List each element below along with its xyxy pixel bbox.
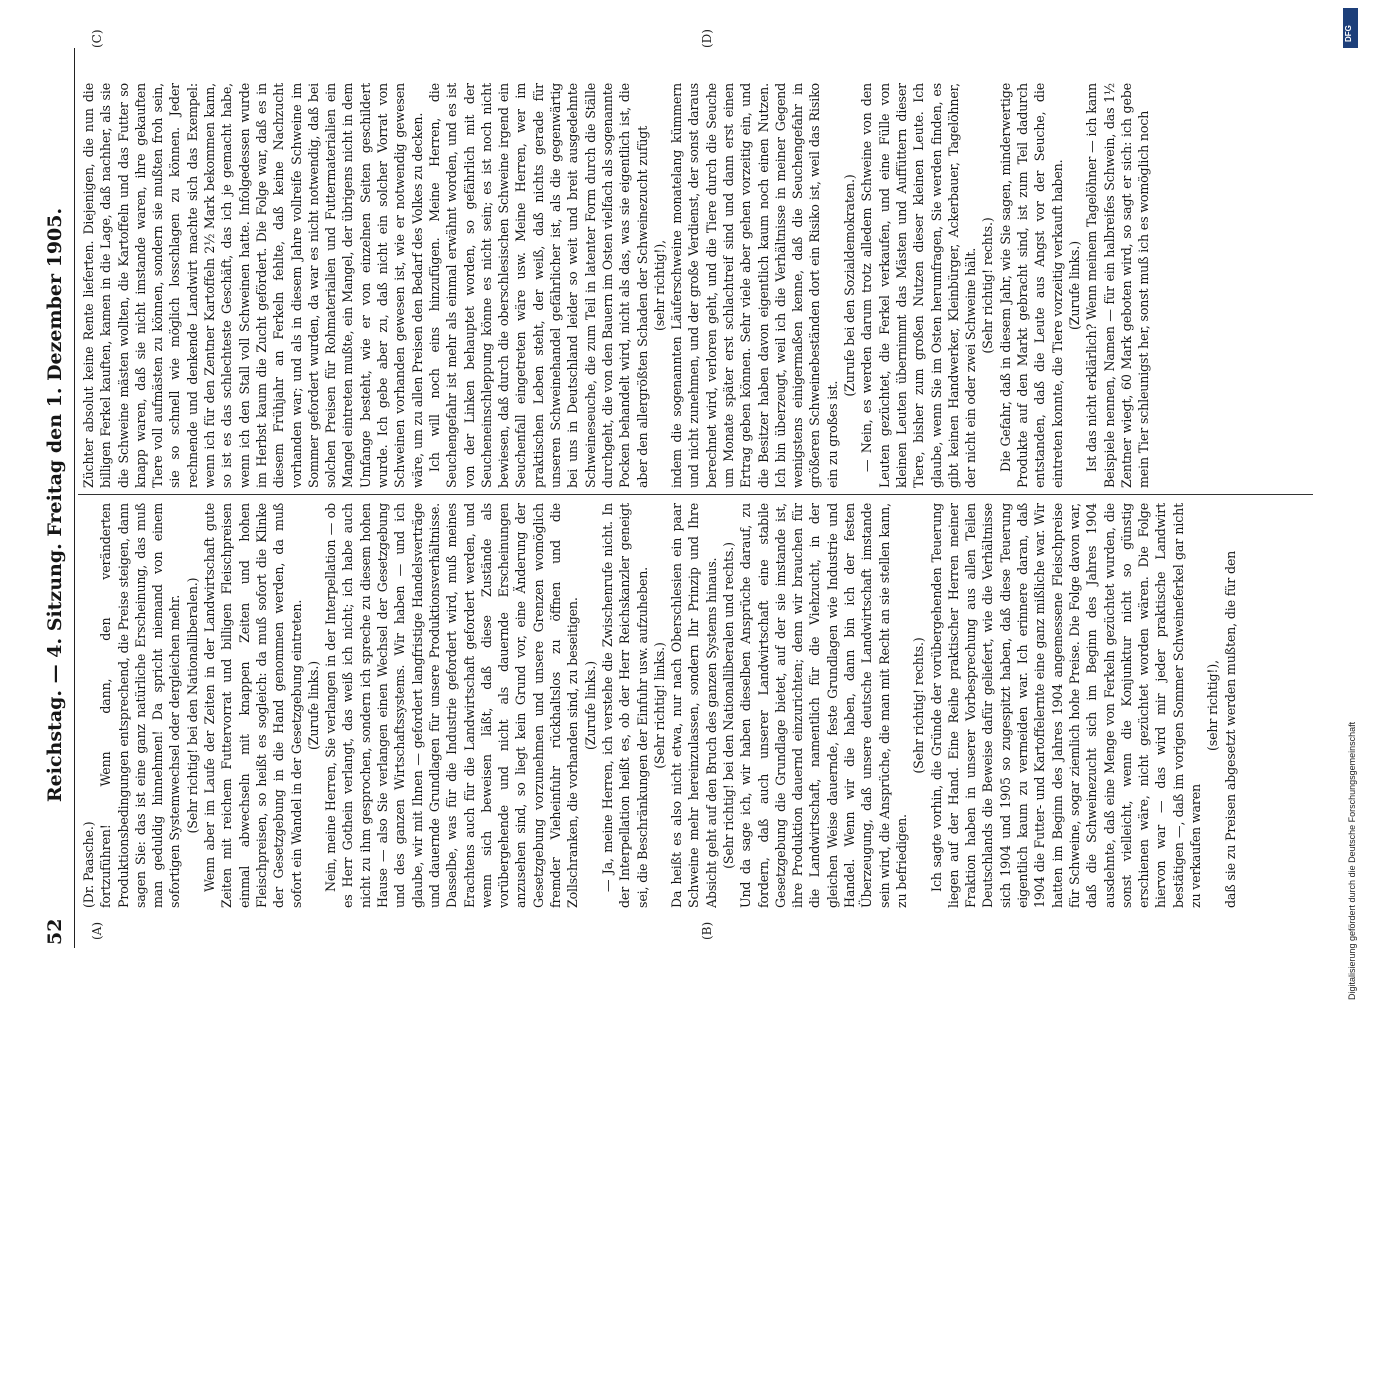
header-rule — [74, 48, 75, 948]
paragraph: fortzuführen! Wenn dann, den veränderten Produktionsbedingungen entsprechend, die Preise steigen, dann sagen Sie: das ist eine ganz natürliche Erscheinung, das muß man geduldig hinnehmen! Da spricht niemand von einem sofortigen Systemwechsel oder dergleichen mehr. — [98, 503, 183, 908]
paragraph: Und da sage ich, wir haben dieselben Ansprüche darauf, zu fordern, daß auch unserer Landwirtschaft eine stabile Gesetzgebung die Grundlage bietet, auf der sie imstande ist, ihre Produktion dauernd einzurichten; denn wir brauchen für die Landwirtschaft, namentlich für die Viehzucht, in der gleichen Weise dauernde, feste Grundlagen wie Industrie und Handel. Wenn wir die haben, dann bin ich der festen Überzeugung, daß unsere deutsche Landwirtschaft imstande sein wird, die Ansprüche, die man mit Recht an sie stellen kann, zu befriedigen. — [738, 503, 909, 908]
paragraph: Züchter absolut keine Rente lieferten. Diejenigen, die nun die billigen Ferkel kauften, kamen in die Lage, daß nachher, als sie die Schweine mästen wollten, die Kartoffeln und das Futter so knapp waren, daß sie nicht imstande waren, ihre gekauften Tiere voll aufmästen zu können, sondern sie mußten froh sein, sie so schnell wie möglich losschlagen zu können. Jeder rechnende und denkende Landwirt machte sich das Exempel: wenn ich für den Zentner Kartoffeln 2½ Mark bekommen kann, so ist es das schlechteste Geschäft, das ich je gemacht habe, wenn ich den Stall voll Schweinen hatte. Infolgedessen wurde im Herbst kaum die Zucht gefördert. Die Folge war, daß es in diesem Frühjahr an Ferkeln fehlte, daß keine Nachzucht vorhanden war; und als in diesem Jahre vollreife Schweine im Sommer gefordert wurden, da war es nicht notwendig, daß bei solchen Preisen für Rohmaterialien und Futtermaterialien ein Mangel eintreten mußte, ein Mangel, der übrigens nicht in dem Umfange besteht, wie er von einzelnen Seiten geschildert wurde. Ich gebe aber zu, daß nicht ein solcher Vorrat von Schweinen vorhanden gewesen ist, wie er notwendig gewesen wäre, um zu allen Preisen den Bedarf des Volkes zu decken. — [81, 83, 425, 488]
interjection: (Sehr richtig! rechts.) — [911, 637, 927, 774]
interjection: (Zurufe links.) — [582, 661, 598, 750]
interjection: (Zurufe bei den Sozialdemokraten.) — [842, 174, 858, 397]
paragraph: Ist das nicht erklärlich? Wenn meinem Tagelöhner — ich kann Beispiele nennen, Namen — für ein halbreifes Schwein, das 1½ Zentner wiegt, 60 Mark geboten wird, so sagt er sich: ich gebe mein Tier schleunigst her, sonst muß ich es womöglich noch — [1084, 83, 1152, 488]
running-title: Reichstag. — 4. Sitzung. Freitag den 1. Dezember 1905. — [44, 207, 66, 803]
right-column — [80, 83, 1310, 488]
interjection: (Zurufe links.) — [1066, 241, 1082, 330]
interjection: (Sehr richtig! links.) — [651, 642, 667, 769]
paragraph: — Ja, meine Herren, ich verstehe die Zwischenrufe nicht. In der Interpellation heißt es, ob der Herr Reichskanzler geneigt sei, die Beschränkungen der Einfuhr usw. aufzuheben. — [599, 503, 650, 908]
interjection: (Zurufe links.) — [305, 661, 321, 750]
paragraph: Da heißt es also nicht etwa, nur nach Oberschlesien ein paar Schweine mehr hereinzulassen, sondern Ihr Prinzip und Ihre Absicht geht auf den Bruch des ganzen Systems hinaus. — [669, 503, 719, 908]
paragraph: Die Gefahr, daß in diesem Jahr, wie Sie sagen, minderwertige Produkte auf den Markt gebracht sind, ist zum Teil dadurch entstanden, daß die Leute aus Angst vor der Seuche, die eintreten konnte, die Tiere vorzeitig verkauft haben. — [997, 83, 1065, 488]
speaker-label: (Dr. Paasche.) — [81, 821, 96, 908]
column-divider — [78, 494, 1313, 495]
paragraph: Nein, meine Herren, Sie verlangen in der Interpellation — ob es Herr Gothein verlangt, das weiß ich nicht; ich habe auch nicht zu ihm gesprochen, sondern ich spreche zu diesem hohen Hause — also Sie verlangen einen Wechsel der Gesetzgebung und des ganzen Wirtschaftssystems. Wir haben — und ich glaube, wir mit Ihnen — gefordert langfristige Handelsverträge und dauernde Grundlagen für unsere Produktionsverhältnisse. Dasselbe, was für die Industrie gefordert wird, muß meines Erachtens auch für die Landwirtschaft gefordert werden, und wenn sich beweisen läßt, daß diese Zustände als vorübergehende und nicht als dauernde Erscheinungen anzusehen sind, so liegt kein Grund vor, eine Änderung der Gesetzgebung vorzunehmen und unsere Grenzen womöglich fremder Vieheinfuhr rückhaltslos zu öffnen und die Zollschranken, die vorhanden sind, zu beseitigen. — [323, 503, 581, 908]
paragraph: Ich will noch eins hinzufügen. Meine Herren, die Seuchengefahr ist mehr als einmal erwähnt worden, und es ist von der Linken behauptet worden, so gefährlich mit der Seucheneinschleppung könne es nicht sein; es ist noch nicht bewiesen, daß durch die oberschlesischen Schweine irgend ein Seuchenfall eingetreten wäre usw. Meine Herren, wer im praktischen Leben steht, der weiß, daß nichts gerade für unseren Schweinehandel gefährlicher ist, als die gegenwärtig bei uns in Deutschland leider so weit und breit ausgedehnte Schweineseuche, die zum Teil in latenter Form durch die Ställe durchgeht, die von den Bauern im Osten vielfach als sogenannte Pocken behandelt wird, nicht als das, was sie eigentlich ist, die aber den allergrößten Schaden der Schweinezucht zufügt — [426, 83, 650, 488]
paragraph: Wenn aber im Laufe der Zeiten in der Landwirtschaft gute Zeiten mit reichem Futtervorrat und billigen Fleischpreisen einmal abwechseln mit knappen Zeiten und hohen Fleischpreisen, so heißt es sogleich: da muß sofort die Klinke der Gesetzgebung in die Hand genommen werden, da muß sofort ein Wandel in der Gesetzgebung eintreten. — [202, 503, 304, 908]
page-header — [42, 65, 74, 945]
digitization-note: Digitalisierung gefördert durch die Deutsche Forschungsgemeinschaft — [1347, 721, 1357, 1000]
margin-marker-d: (D) — [700, 29, 714, 48]
page-number: 52 — [44, 918, 66, 945]
paragraph: daß sie zu Preisen abgesetzt werden mußten, die für den — [1222, 550, 1238, 908]
margin-marker-a: (A) — [90, 921, 104, 940]
paragraph: Ich sagte vorhin, die Gründe der vorübergehenden Teuerung liegen auf der Hand. Eine Reihe praktischer Herren meiner Fraktion haben in unserer Vorbesprechung aus allen Teilen Deutschlands die Beweise dafür geliefert, wie die Verhältnisse sich 1904 und 1905 so zugespitzt haben, daß diese Teuerung eigentlich kaum zu vermeiden war. Ich erinnere daran, daß 1904 die Futter- und Kartoffelernte eine ganz mißliche war. Wir hatten im Beginn des Jahres 1904 angemessene Fleischpreise für Schweine, sogar ziemlich hohe Preise. Die Folge davon war, daß die Schweinezucht sich im Beginn des Jahres 1904 ausdehnte, daß eine Menge von Ferkeln gezüchtet wurden, die sonst vielleicht, wenn die Konjunktur nicht so günstig erschienen wäre, nicht gezüchtet worden wären. Die Folge hiervon war — das wird mir jeder praktische Landwirt bestätigen —, daß im vorigen Sommer Schweineferkel gar nicht zu verkaufen waren — [928, 503, 1203, 908]
interjection: (sehr richtig!), — [1205, 660, 1221, 751]
dfg-logo-text: DFG — [1344, 25, 1353, 42]
interjection: (Sehr richtig! rechts.) — [980, 217, 996, 354]
interjection: (sehr richtig!), — [651, 240, 667, 331]
paragraph: indem die sogenannten Läuferschweine monatelang kümmern und nicht zunehmen, und der große Verdienst, der sonst daraus berechnet wird, verloren geht, und die Tiere durch die Seuche um Monate später erst schlachtreif sind und dann erst einen Ertrag geben können. Sehr viele aber gehen vorzeitig ein, und die Besitzer haben davon eigentlich kaum noch einen Nutzen. Ich bin überzeugt, weil ich die Verhältnisse in meiner Gegend wenigstens einigermaßen kenne, daß die Seuchengefahr in größeren Schweinebeständen dort ein Risiko ist, weil das Risiko ein zu großes ist. — [669, 83, 840, 488]
interjection: (Sehr richtig! bei den Nationalliberalen.) — [184, 577, 200, 834]
margin-marker-b: (B) — [700, 921, 714, 940]
margin-marker-c: (C) — [90, 29, 104, 48]
interjection: (Sehr richtig! bei den Nationalliberalen und rechts.) — [720, 542, 736, 869]
paragraph: — Nein, es werden darum trotz alledem Schweine von den Leuten gezüchtet, die Ferkel verkaufen, und eine Fülle von kleinen Leuten übernimmt das Mästen und Auffüttern dieser Tiere, bisher zum großen Nutzen dieser kleinen Leute. Ich glaube, wenn Sie im Osten herumfragen, Sie werden finden, es gibt keinen Handwerker, Kleinbürger, Ackerbauer, Tagelöhner, der nicht ein oder zwei Schweine hält. — [859, 83, 979, 488]
left-column — [80, 503, 1310, 908]
